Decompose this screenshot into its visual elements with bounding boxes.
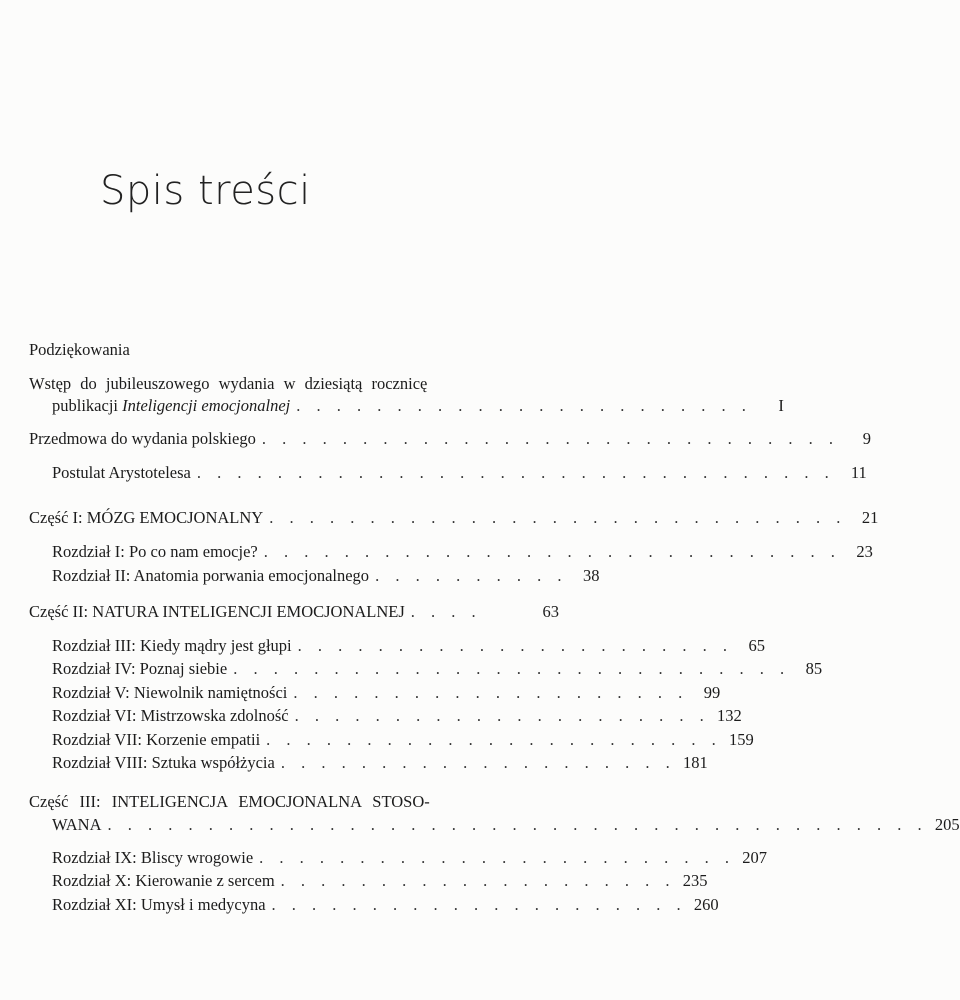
toc-page-number: 99 [703,683,721,702]
leader-dots: . . . . . . . . . . . . . . . . . . . . . [294,706,710,725]
toc-entry-chapter-3[interactable] [52,636,766,658]
toc-entry-label: Część I: MÓZG EMOCJONALNY [29,508,264,527]
toc-entry-chapter-8[interactable] [52,753,708,775]
toc-entry-label: Przedmowa do wydania polskiego [29,429,256,448]
toc-entry-preface[interactable] [29,429,871,451]
toc-entry-label: Rozdział VII: Korzenie empatii [52,730,261,749]
toc-entry-label: publikacji Inteligencji emocjonalnej [52,396,291,415]
leader-dots: . . . . . . . . . . . . . . . . . . . . . . . . . . . . . [261,429,839,448]
toc-page-number: 205 [934,815,960,834]
toc-entry-label: Podziękowania [29,340,130,359]
toc-entry-label: Rozdział XI: Umysł i medycyna [52,895,266,914]
toc-entry-chapter-11[interactable] [52,895,719,917]
leader-dots: . . . . . . . . . . . . . . . . . . . . [280,871,676,890]
toc-entry-intro[interactable] [52,396,784,418]
leader-dots: . . . . . . . . . . . . . . . . . . . . . . . . . . . . . [263,542,841,561]
toc-entry-chapter-5[interactable] [52,683,721,705]
toc-page-number: I [778,396,784,415]
toc-page-number: 9 [862,429,871,448]
toc-entry-chapter-1[interactable] [52,542,873,564]
leader-dots: . . . . . . . . . . . . . . . . . . . . [280,753,676,772]
toc-entry-chapter-2[interactable] [52,566,600,588]
toc-entry-acknowledgements[interactable] [29,340,559,362]
leader-dots: . . . . . . . . . . . . . . . . . . . . . . . . [259,848,736,867]
toc-entry-label: Rozdział IV: Poznaj siebie [52,659,228,678]
toc-entry-label: Część II: NATURA INTELIGENCJI EMOCJONALNEJ [29,602,405,621]
toc-entry-label: Rozdział I: Po co nam emocje? [52,542,258,561]
toc-page-number: 65 [748,636,766,655]
toc-entry-label: Rozdział X: Kierowanie z sercem [52,871,275,890]
toc-entry-chapter-4[interactable] [52,659,823,681]
leader-dots: . . . . . . . . . . . . . . . . . . . . . [271,895,687,914]
leader-dots: . . . . [410,602,482,621]
toc-entry-chapter-7[interactable] [52,730,754,752]
leader-dots: . . . . . . . . . . . . . . . . . . . . . . . [296,396,752,415]
toc-page-number: 63 [542,602,559,621]
toc-page-number: 11 [850,463,867,482]
toc-page-number: 159 [729,730,754,749]
toc-page-number: 260 [693,895,719,914]
leader-dots: . . . . . . . . . . . . . . . . . . . . . . [297,636,734,655]
leader-dots: . . . . . . . . . . . . . . . . . . . . [293,683,689,702]
toc-entry-label: Rozdział IX: Bliscy wrogowie [52,848,254,867]
leader-dots: . . . . . . . . . . [375,566,568,585]
toc-entry-postulat[interactable] [52,463,867,485]
toc-page-number: 207 [742,848,768,867]
leader-dots: . . . . . . . . . . . . . . . . . . . . . . . [266,730,722,749]
toc-entry-part-2[interactable] [29,602,559,624]
leader-dots: . . . . . . . . . . . . . . . . . . . . . . . . . . . . . . . . [196,463,835,482]
toc-page-number: 23 [856,542,873,561]
toc-entry-label: Rozdział III: Kiedy mądry jest głupi [52,636,292,655]
toc-entry-part-3-line1[interactable]: Część III: INTELIGENCJA EMOCJONALNA STOSO- [29,792,430,811]
leader-dots: . . . . . . . . . . . . . . . . . . . . . . . . . . . . . [269,508,847,527]
toc-entry-chapter-6[interactable] [52,706,742,728]
toc-page-number: 85 [805,659,823,678]
toc-page-number: 21 [861,508,879,527]
toc-entry-label: Rozdział II: Anatomia porwania emocjonalnego [52,566,370,585]
leader-dots: . . . . . . . . . . . . . . . . . . . . . . . . . . . . . . . . . . . . . . . . . [107,815,928,834]
toc-page-number: 235 [682,871,708,890]
leader-dots: . . . . . . . . . . . . . . . . . . . . . . . . . . . . [233,659,791,678]
toc-entry-label: Rozdział VI: Mistrzowska zdolność [52,706,289,725]
toc-entry-chapter-9[interactable] [52,848,768,870]
toc-entry-label: Rozdział V: Niewolnik namiętności [52,683,288,702]
toc-page-number: 181 [682,753,708,772]
toc-entry-label: Postulat Arystotelesa [52,463,191,482]
toc-entry-part-1[interactable] [29,508,879,530]
toc-entry-chapter-10[interactable] [52,871,708,893]
toc-entry-label: WANA [52,815,102,834]
toc-entry-part-3[interactable] [52,815,960,837]
page-title: Spis treści [100,168,311,214]
toc-entry-label: Rozdział VIII: Sztuka współżycia [52,753,275,772]
toc-page-number: 132 [716,706,742,725]
toc-entry-intro-line1[interactable]: Wstęp do jubileuszowego wydania w dziesiątą rocznicę [29,374,428,393]
toc-page-number: 38 [582,566,600,585]
